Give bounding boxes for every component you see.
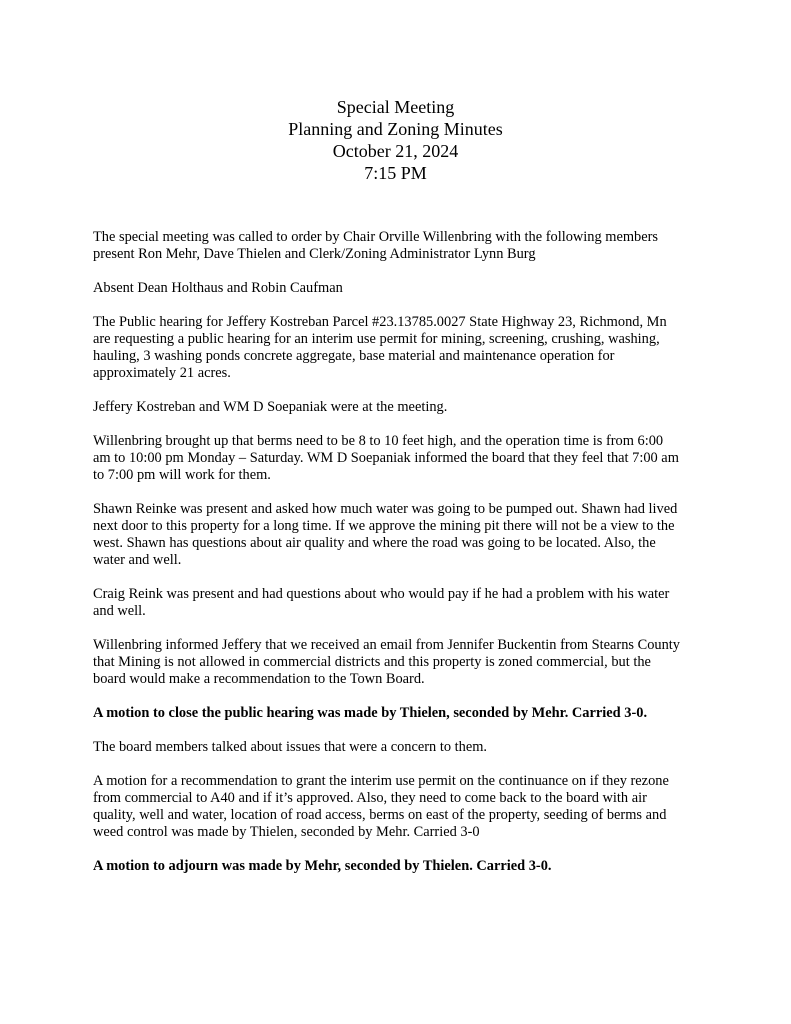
paragraph-motion-recommendation: A motion for a recommendation to grant the interim use permit on the continuance on if they rezone from commercial to A40 and if it’s approved. Also, they need to come back to the board with air quality, well and water, location of road access, berms on east of the property, seeding of berms and weed control was made by Thielen, seconded by Mehr. Carried 3-0 [93, 773, 669, 840]
paragraph-berms-hours: Willenbring brought up that berms need to be 8 to 10 feet high, and the operation time is from 6:00 am to 10:00 pm Monday – Saturday. WM D Soepaniak informed the board that they feel that 7:00 am to 7:00 pm will work for them. [93, 433, 679, 483]
meeting-subtitle: Planning and Zoning Minutes [288, 119, 503, 139]
paragraph-motion-close-hearing: A motion to close the public hearing was made by Thielen, seconded by Mehr. Carried 3-0. [93, 705, 648, 721]
paragraph-county-email: Willenbring informed Jeffery that we received an email from Jennifer Buckentin from Stearns County that Mining is not allowed in commercial districts and this property is zoned commercial, but the board would make a recommendation to the Town Board. [93, 637, 680, 687]
paragraph-craig-reink: Craig Reink was present and had questions about who would pay if he had a problem with his water and well. [93, 586, 670, 619]
paragraph-motion-adjourn: A motion to adjourn was made by Mehr, seconded by Thielen. Carried 3-0. [93, 858, 552, 874]
paragraph-call-to-order: The special meeting was called to order by Chair Orville Willenbring with the following members present Ron Mehr, Dave Thielen and Clerk/Zoning Administrator Lynn Burg [93, 229, 659, 262]
minutes-body [93, 229, 721, 892]
document-header [0, 96, 791, 184]
paragraph-shawn-reinke: Shawn Reinke was present and asked how much water was going to be pumped out. Shawn had lived next door to this property for a long time. If we approve the mining pit there will not be a view to the west. Shawn has questions about air quality and where the road was going to be located. Also, the water and well. [93, 501, 678, 568]
meeting-title: Special Meeting [336, 97, 455, 117]
paragraph-absent: Absent Dean Holthaus and Robin Caufman [93, 280, 343, 296]
meeting-time: 7:15 PM [364, 163, 427, 183]
paragraph-attendees: Jeffery Kostreban and WM D Soepaniak were at the meeting. [93, 399, 448, 415]
paragraph-public-hearing: The Public hearing for Jeffery Kostreban Parcel #23.13785.0027 State Highway 23, Richmond, Mn are requesting a public hearing for an interim use permit for mining, screening, crushing, washing, hauling, 3 washing ponds concrete aggregate, base material and maintenance operation for approximately 21 acres. [93, 314, 667, 381]
meeting-date: October 21, 2024 [332, 141, 459, 161]
paragraph-board-discussion: The board members talked about issues that were a concern to them. [93, 739, 488, 755]
